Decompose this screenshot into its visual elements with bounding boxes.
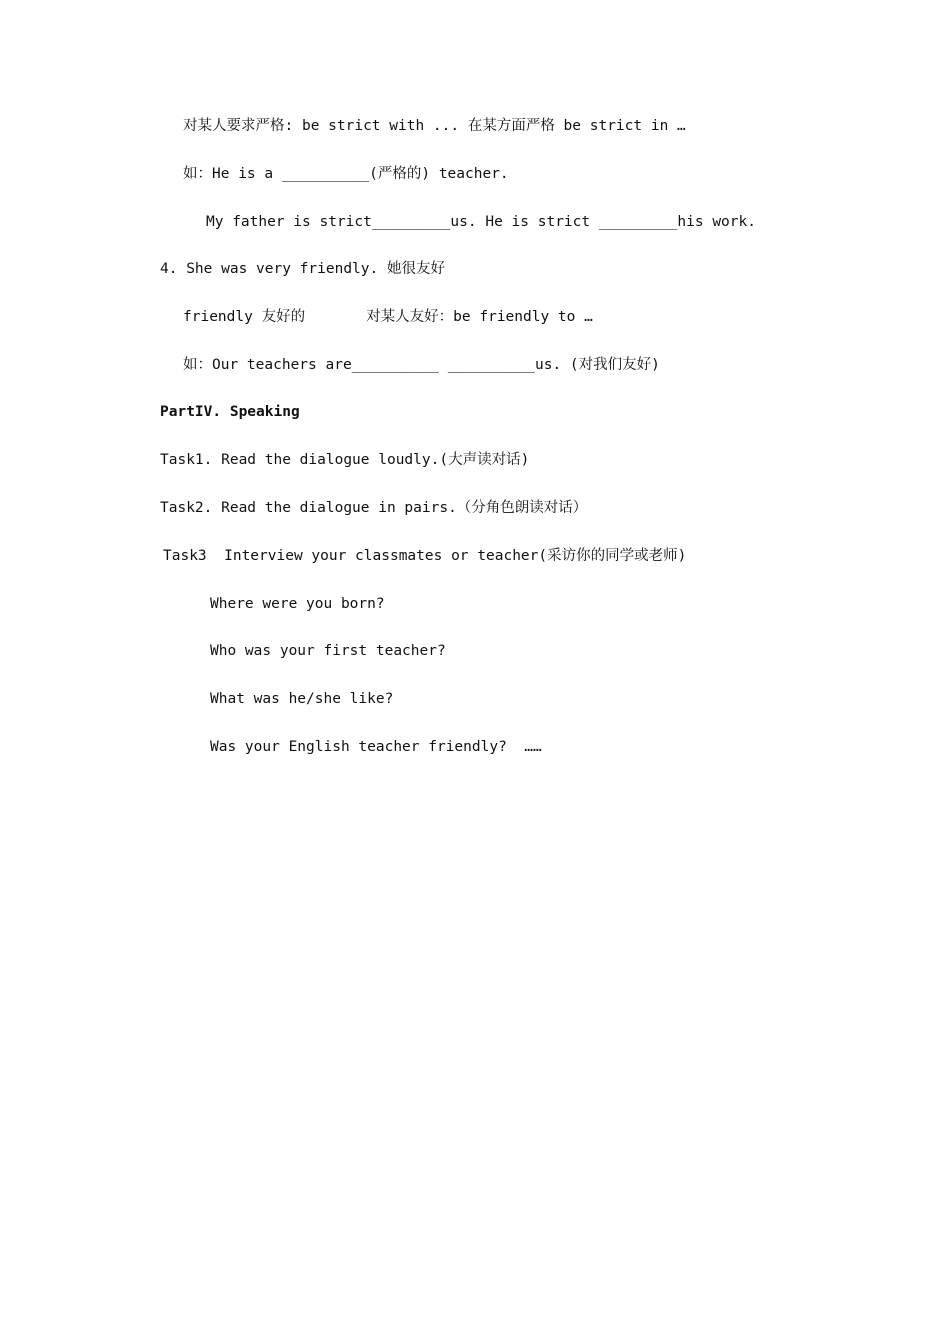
task-1: Task1. Read the dialogue loudly.(大声读对话) xyxy=(160,452,530,468)
strict-example-2: My father is strict_________us. He is strict _________his work. xyxy=(206,214,756,230)
interview-question-2: Who was your first teacher? xyxy=(210,643,446,659)
interview-question-4: Was your English teacher friendly? …… xyxy=(210,739,542,755)
item-4-line: 4. She was very friendly. 她很友好 xyxy=(160,261,445,277)
friendly-example: 如：Our teachers are__________ __________us. (对我们友好) xyxy=(183,357,660,373)
strict-with-line: 对某人要求严格: be strict with ... 在某方面严格 be strict in … xyxy=(183,118,686,134)
part-iv-heading: PartIV. Speaking xyxy=(160,404,300,420)
interview-question-1: Where were you born? xyxy=(210,596,385,612)
strict-example-1: 如：He is a __________(严格的) teacher. xyxy=(183,166,509,182)
task-2: Task2. Read the dialogue in pairs.（分角色朗读对话） xyxy=(160,500,588,516)
interview-question-3: What was he/she like? xyxy=(210,691,394,707)
friendly-definition: friendly 友好的 对某人友好：be friendly to … xyxy=(183,309,593,325)
task-3: Task3 Interview your classmates or teacher(采访你的同学或老师) xyxy=(163,548,687,564)
